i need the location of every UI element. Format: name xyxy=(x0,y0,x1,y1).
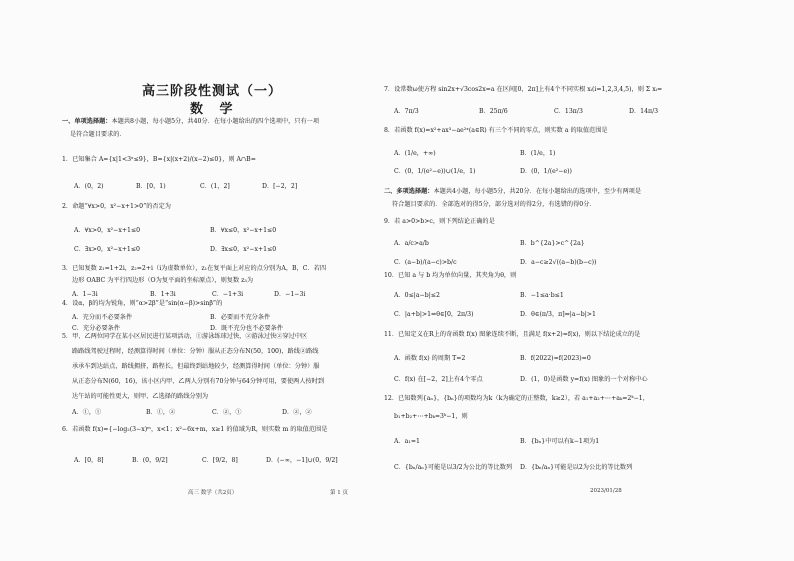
q7-option-a: A．7π/3 xyxy=(394,108,419,115)
q3-option-a: A．1−3i xyxy=(72,291,98,298)
question-5-line1: 5．甲、乙两位同学在某小区居民进行某项活动，①游泳练球过快，②游泳过快②穿过中区 xyxy=(62,333,308,340)
q11-option-b: B．f(2022)=f(2023)=0 xyxy=(520,355,591,362)
q5-option-b: B．①，② xyxy=(146,409,176,416)
question-4-stem: 4．设α，β的均为锐角，则“α>2β”是“sin(α−β)>sinβ”的 xyxy=(62,300,223,307)
q12-option-a: A．a₁=1 xyxy=(394,438,420,445)
question-3-stem-line2: 边形 OABC 为平行四边形（O为复平面的坐标原点），则复数 z₃为 xyxy=(72,277,254,284)
q11-option-c: C．f(x) 在[−2，2]上有4个零点 xyxy=(394,376,483,383)
section1-instruction-line2: 是符合题目要求的． xyxy=(70,131,126,138)
q7-option-b: B．25π/6 xyxy=(479,108,508,115)
section2-heading: 二、多项选择题： xyxy=(384,188,434,195)
question-2-stem: 2．命题“∀x>0，x²−x+1>0”的否定为 xyxy=(62,203,171,210)
q11-option-d: D．(1，0)是函数 y=f(x) 图象的一个对称中心 xyxy=(520,376,648,383)
question-5-line2: 路路线驾驶过程时，经测算得时间（单位：分钟）服从正态分布N(50，100)，路线②路线 xyxy=(72,348,319,355)
q9-option-a: A．a/c>a/b xyxy=(394,240,429,247)
q10-option-b: B．−1≤a·b≤1 xyxy=(520,292,564,299)
q6-option-a: A．[0，8] xyxy=(74,457,104,464)
q5-option-a: A．①，① xyxy=(72,409,102,416)
question-12-stem-line2: b₁+b₂+⋯+bₖ=3ᵏ−1，则 xyxy=(394,413,468,420)
q8-option-a: A．(1/e，+∞) xyxy=(394,150,436,157)
q6-option-d: D．(−∞，−1]∪(0，9/2] xyxy=(266,457,338,464)
q10-option-c: C．|a+b|>1⇔θ∈[0，2π/3) xyxy=(394,311,474,318)
q4-option-c: C．充分必要条件 xyxy=(72,325,121,332)
q6-option-c: C．[9/2，8] xyxy=(202,457,238,464)
section2-instructions xyxy=(384,188,641,196)
q2-option-b: B．∀x≤0，x²−x+1≤0 xyxy=(210,227,277,234)
question-5-line4: 从正态分布N(60，16)，该小区内甲、乙两人分别有70分钟与64分钟可用，要使两人按时到 xyxy=(72,378,325,385)
question-11-stem: 11．已知定义在R上的奇函数 f(x) 图象连续不断，且满足 f(x+2)=f(x)，则以下结论成立的是 xyxy=(384,331,641,338)
q12-option-c: C．{bₙ/aₙ}可能是以3/2为公比的等比数列 xyxy=(394,464,513,471)
q7-option-c: C．13π/3 xyxy=(554,108,583,115)
section1-instruction-line1: 本题共8小题，每小题5分，共40分．在每小题给出的四个选项中，只有一项 xyxy=(111,118,320,125)
question-3-stem: 3．已知复数 z₁=1+2i，z₂=2+i（i为虚数单位），z₁在复平面上对应的点分别为A，B，C．若四 xyxy=(62,265,327,272)
q2-option-c: C．∃x>0，x²−x+1≤0 xyxy=(74,246,140,253)
subject-title: 数 学 xyxy=(190,102,239,117)
q5-option-c: C．②，① xyxy=(212,409,242,416)
question-10-stem: 10．已知 a 与 b 均为单位向量，其夹角为θ，则 xyxy=(384,272,517,279)
section2-instruction-line1: 本题共4小题，每小题5分，共20分．在每小题给出的选项中，至少有两项是 xyxy=(433,188,642,195)
footer-page-number: 第 1 页 xyxy=(330,490,348,496)
question-9-stem: 9．若 a>0>b>c，则下列结论正确的是 xyxy=(384,218,495,225)
q2-option-a: A．∀x>0，x²−x+1≤0 xyxy=(74,227,141,234)
q9-option-d: D．a−c≥2√((a−b)(b−c)) xyxy=(520,259,597,266)
q1-option-b: B．[0，1) xyxy=(136,183,166,190)
question-12-stem: 12．已知数列{aₙ}，{bₙ}的项数均为k（k为确定的正整数，k≥2），若 a₁+a₂+⋯+aₖ=2ᵏ−1， xyxy=(384,395,649,402)
q2-option-d: D．∃x≤0，x²−x+1≤0 xyxy=(210,246,277,253)
q7-option-d: D．14π/3 xyxy=(629,108,659,115)
q10-option-d: D．θ∈(π/3，π]⇔|a−b|>1 xyxy=(520,311,596,318)
section1-heading: 一、单项选择题： xyxy=(62,118,112,125)
question-7-stem: 7．设常数ω使方程 sin2x+√3cos2x=a 在区间[0，2π]上有4个不同实根 xᵢ(i=1,2,3,4,5)，则 Σ xᵢ= xyxy=(384,86,663,93)
q9-option-c: C．(a−b)/(a−c)>b/c xyxy=(394,259,457,266)
q3-option-b: B．1+3i xyxy=(150,291,176,298)
q1-option-a: A．(0，2) xyxy=(74,183,104,190)
q4-option-b: B．必要而不充分条件 xyxy=(210,314,271,321)
footer-date: 2023/01/28 xyxy=(590,488,622,494)
footer-left: 高三 数学（共2页） xyxy=(188,490,238,496)
q12-option-b: B．{bₙ}中可以有k−1项为1 xyxy=(520,438,600,445)
q10-option-a: A．0≤|a−b|≤2 xyxy=(394,292,440,299)
q11-option-a: A．函数 f(x) 的周期 T=2 xyxy=(394,355,466,362)
q9-option-b: B．b^{2a}>c^{2a} xyxy=(520,240,585,247)
q8-option-d: D．(0，1/(e²−e)) xyxy=(520,168,572,175)
page-title: 高三阶段性测试（一） xyxy=(142,84,283,99)
q1-option-d: D．[−2，2] xyxy=(262,183,298,190)
question-6-stem: 6．若函数 f(x)={−log₂(3−x)ᵐ，x<1；x²−6x+m，x≥1 的值域为R，则实数 m 的取值范围是 xyxy=(62,426,328,433)
q1-option-c: C．(1，2] xyxy=(200,183,230,190)
q8-option-b: B．(1/e，1) xyxy=(520,150,556,157)
section2-instruction-line2: 符合题目要求的．全部选对的得5分，部分选对的得2分，有选错的得0分． xyxy=(392,201,596,208)
q5-option-d: D．②，② xyxy=(282,409,312,416)
q12-option-d: D．{bₙ/aₙ}可能是以2为公比的等比数列 xyxy=(520,464,633,471)
question-5-line5: 达午站的可能性更大，则甲、乙选择的路线分别为 xyxy=(72,393,209,400)
question-1-stem: 1．已知集合 A={x|1<3ˣ≤9}，B={x|(x+2)/(x−2)≤0}，则 A∩B= xyxy=(62,156,256,163)
question-5-line3: 承承车到达站点，路线拥挤，路程长，但最终到站地较少，经测算得时间（单位：分钟）服 xyxy=(72,363,320,370)
q3-option-d: D．−1−3i xyxy=(274,291,306,298)
question-8-stem: 8．若函数 f(x)=x²+ax³−ae²ˣ(a∈R) 有三个不同的零点，则实数 a 的取值范围是 xyxy=(384,127,608,134)
q4-option-a: A．充分而不必要条件 xyxy=(72,314,133,321)
q8-option-c: C．(0，1/(e²−e))∪(1/e，1) xyxy=(394,168,476,175)
q6-option-b: B．(0，9/2] xyxy=(132,457,168,464)
q3-option-c: C．−1+3i xyxy=(212,291,244,298)
q4-option-d: D．既不充分也不必要条件 xyxy=(210,325,284,332)
section1-instructions xyxy=(62,118,319,126)
